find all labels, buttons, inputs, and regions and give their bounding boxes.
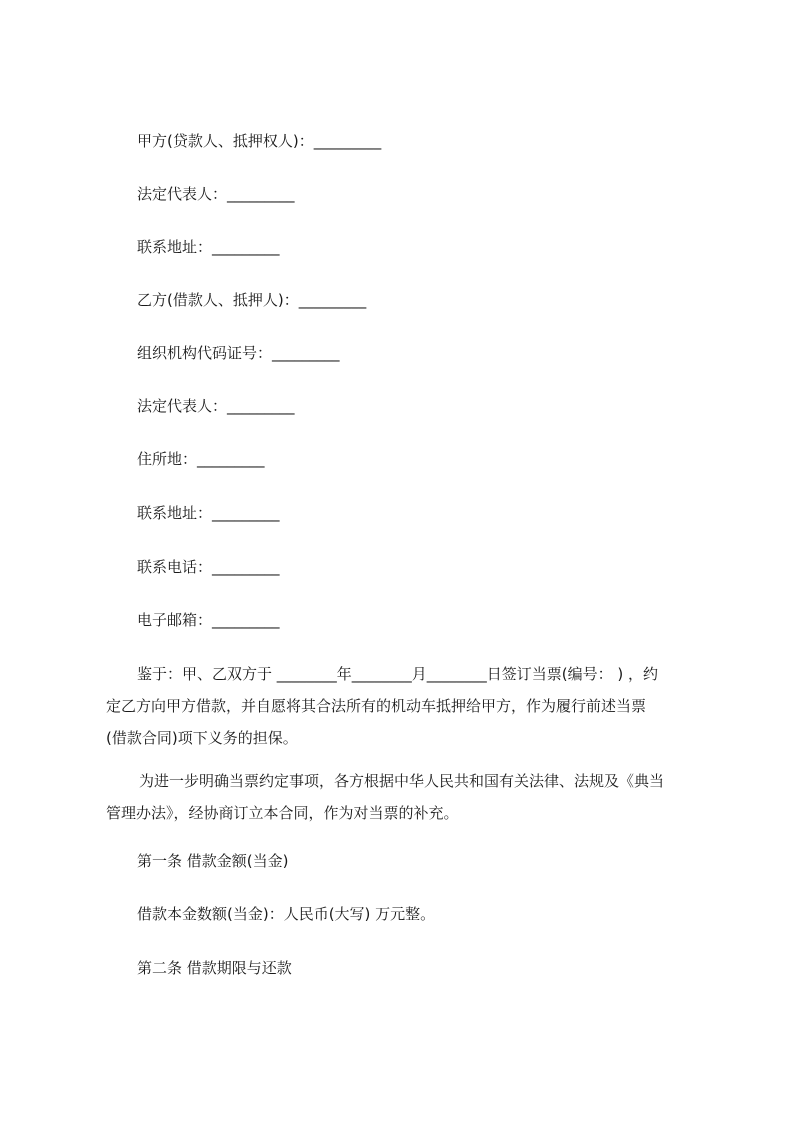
recital-paragraph-2: [106, 765, 700, 829]
recital-2-line-1: 为进一步明确当票约定事项，各方根据中华人民共和国有关法律、法规及《典当: [139, 772, 665, 790]
party-a-address-line: 联系地址：_________: [137, 238, 280, 256]
recital-1-line-2: 定乙方向甲方借款，并自愿将其合法所有的机动车抵押给甲方，作为履行前述当票: [106, 697, 647, 715]
party-b-line: 乙方(借款人、抵押人)：_________: [137, 291, 367, 309]
party-a-line: 甲方(贷款人、抵押权人)：_________: [137, 132, 382, 150]
recital-1-line-1: 鉴于：甲、乙双方于 ________年________月________日签订当票(编号： ) ，约: [137, 665, 659, 683]
article-1-body: 借款本金数额(当金)：人民币(大写) 万元整。: [137, 905, 436, 923]
recital-paragraph-1: [106, 658, 700, 754]
party-b-legal-rep-line: 法定代表人：_________: [137, 397, 295, 415]
recital-1-line-3: (借款合同)项下义务的担保。: [106, 729, 298, 747]
article-2-title: 第二条 借款期限与还款: [137, 959, 292, 977]
party-b-org-code-line: 组织机构代码证号：_________: [137, 344, 340, 362]
recital-2-line-2: 管理办法》，经协商订立本合同，作为对当票的补充。: [106, 804, 459, 822]
party-b-domicile-line: 住所地：_________: [137, 450, 265, 468]
party-b-phone-line: 联系电话：_________: [137, 558, 280, 576]
article-1-title: 第一条 借款金额(当金): [137, 852, 289, 870]
party-b-address-line: 联系地址：_________: [137, 504, 280, 522]
party-b-email-line: 电子邮箱：_________: [137, 611, 280, 629]
party-a-legal-rep-line: 法定代表人：_________: [137, 185, 295, 203]
